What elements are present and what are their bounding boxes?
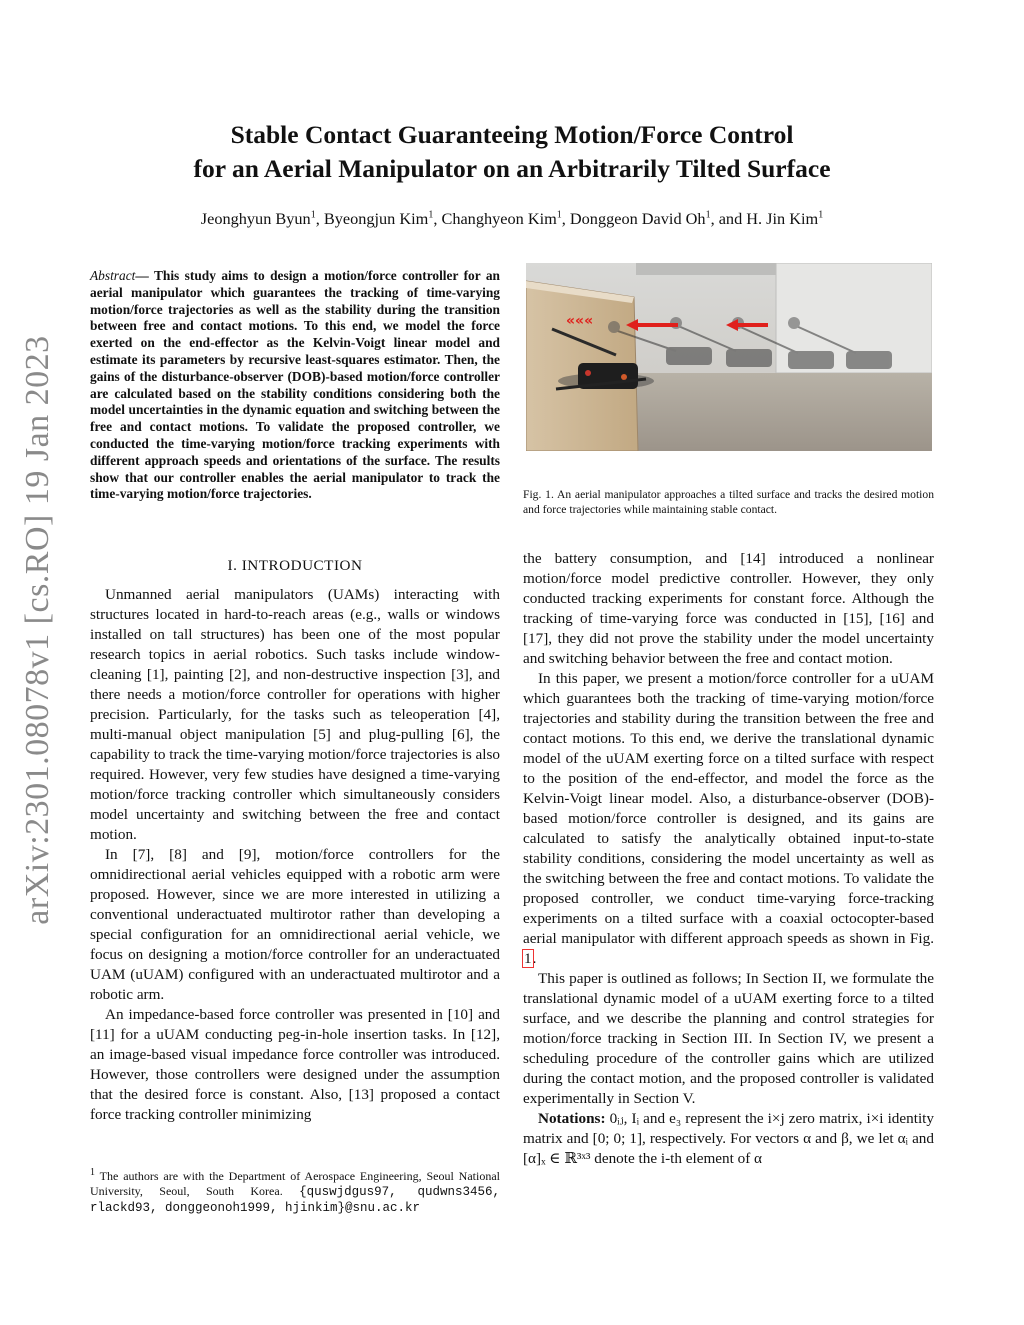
author-1: Jeonghyun Byun [200, 209, 311, 228]
left-column-body [90, 585, 500, 1125]
led [585, 370, 591, 376]
separator: , [710, 209, 719, 228]
paragraph [523, 669, 934, 969]
abstract-text: — This study aims to design a motion/force controller for an aerial manipulator which guarantees the tracking of time-varying motion/force trajectories as well as the stability during the transition between free and contact motions. To this end, we model the force exerted on the end-effector as the Kelvin-Voigt linear model and estimate its parameters by recursive least-squares estimator. Then, the gains of the disturbance-observer (DOB)-based motion/force controller are calculated based on the stability conditions considering both the model uncertainties in the dynamic equation and switching between the free and contact motions. To validate the proposed controller, we conducted the time-varying motion/force tracking experiments with different approach speeds and orientations of the surface. The results show that our controller enables the aerial manipulator to track the time-varying motion/force trajectories. [90, 268, 500, 502]
author-4: Donggeon David Oh [569, 209, 706, 228]
drone-body [788, 351, 834, 369]
paragraph-text: . [532, 950, 537, 967]
affiliation-mark: 1 [556, 209, 562, 221]
author-3: Changhyeon Kim [441, 209, 557, 228]
aerial-manipulator-illustration [526, 263, 932, 451]
footnote [90, 1165, 500, 1216]
end-effector [788, 317, 800, 329]
footnote-mark: 1 [90, 1167, 95, 1178]
paper-title [90, 118, 934, 186]
footnote-text: The authors are with the Department of Aerospace Engineering, Seoul National University, Seoul, South Korea. [90, 1169, 500, 1198]
arxiv-id: arXiv:2301.08078v1 [cs.RO] 19 Jan 2023 [19, 335, 56, 925]
abstract [90, 268, 500, 503]
arxiv-watermark [8, 300, 68, 960]
affiliation-mark: 1 [428, 209, 434, 221]
author-5: H. Jin Kim [746, 209, 819, 228]
figure-reference-link[interactable]: 1 [524, 950, 532, 967]
paragraph: In [7], [8] and [9], motion/force controllers for the omnidirectional aerial vehicles equipped with a robotic arm were proposed. However, since we are more interested in utilizing a conventional underactuated multirotor rather than developing a special configuration for an omnidirectional aerial vehicle, we focus on designing a motion/force controller for an underactuated UAM (uUAM) configured with an underactuated multirotor and a robotic arm. [90, 846, 500, 1003]
notations-label: Notations: [538, 1110, 606, 1127]
paragraph [523, 1109, 934, 1169]
drone-body [726, 349, 772, 367]
affiliation-mark: 1 [310, 209, 316, 221]
end-effector [608, 321, 620, 333]
title-line-1: Stable Contact Guaranteeing Motion/Force Control [230, 120, 794, 149]
affiliation-mark: 1 [818, 209, 824, 221]
separator: , [561, 209, 570, 228]
section-heading-introduction: I. INTRODUCTION [227, 557, 363, 574]
and-word: and [718, 209, 747, 228]
title-line-2: for an Aerial Manipulator on an Arbitrarily Tilted Surface [193, 154, 831, 183]
notations-text: 0ᵢⱼ, Iᵢ and e₃ represent the i×j zero matrix, i×i identity matrix and [0; 0; 1], respectively. For vectors α and β, we let αᵢ and [α]ₓ ∈ ℝ³ˣ³ denote the i-th element of α [523, 1110, 934, 1167]
figure-1-photo [526, 263, 932, 451]
led [621, 374, 627, 380]
affiliation-mark: 1 [705, 209, 711, 221]
separator: , [315, 209, 324, 228]
chevron-arrows: ««« [566, 313, 594, 329]
paragraph: An impedance-based force controller was presented in [10] and [11] for a uUAM conducting peg-in-hole insertion tasks. In [12], an image-based visual impedance force controller was introduced. However, those controllers were designed under the assumption that the desired force is constant. Also, [13] proposed a contact force tracking controller minimizing [90, 1006, 500, 1123]
author-2: Byeongjun Kim [323, 209, 429, 228]
paragraph: This paper is outlined as follows; In Section II, we formulate the translational dynamic model of a uUAM exerting force to a tilted surface, and we describe the planning and control strategies for motion/force tracking in Section III. In Section IV, we present a scheduling procedure of the controller gains which are utilized during the contact motion, and the proposed controller is validated experimentally in Section V. [523, 970, 934, 1107]
separator: , [433, 209, 442, 228]
paragraph: the battery consumption, and [14] introduced a nonlinear motion/force model predictive controller. However, they only conducted tracking experiments for constant force. Although the tracking of time-varying force was conducted in [15], [16] and [17], they did not prove the stability under the model uncertainty and switching behavior between the free and contact motion. [523, 550, 934, 667]
abstract-label: Abstract [90, 268, 136, 283]
paragraph: Unmanned aerial manipulators (UAMs) interacting with structures located in hard-to-reach areas (e.g., walls or windows installed on tall structures) has been one of the most popular research topics in aerial robotics. Such tasks include window-cleaning [1], painting [2], and non-destructive inspection [3], and there needs a motion/force controller for operations with higher precision. Particularly, for the tasks such as teleoperation [4], multi-manual object manipulation [5] and plug-pulling [6], the capability to track the time-varying motion/force trajectories is also required. However, very few studies have designed a time-varying motion/force tracking controller which simultaneously considers model uncertainty and switching between the free and contact motion. [90, 586, 500, 843]
author-list [90, 209, 934, 229]
footnote-emails: {quswjdgus97, qudwns3456, rlackd93, donggeonoh1999, hjinkim}@snu.ac.kr [90, 1185, 500, 1215]
drone-body [846, 351, 892, 369]
paragraph-text: In this paper, we present a motion/force controller for a uUAM which guarantees both the tracking of time-varying motion/force trajectories and stability during the transition between the free and contact motions. To this end, we derive the translational dynamic model of the uUAM exerting force on a tilted surface with respect to the position of the end-effector, and model the force as the Kelvin-Voigt linear model. Also, a disturbance-observer (DOB)-based motion/force controller is designed, and its gains are calculated to satisfy the analytically obtained input-to-state stability conditions, considering the model uncertainty as well as the switching between the free and contact motions. To validate the proposed controller, we conduct time-varying force-tracking experiments on a tilted surface with a coaxial octocopter-based aerial manipulator with different approach speeds as shown in Fig. [523, 670, 934, 947]
figure-1-caption: Fig. 1. An aerial manipulator approaches a tilted surface and tracks the desired motion and force trajectories while maintaining stable contact. [523, 488, 934, 516]
right-column-body [523, 549, 934, 1169]
